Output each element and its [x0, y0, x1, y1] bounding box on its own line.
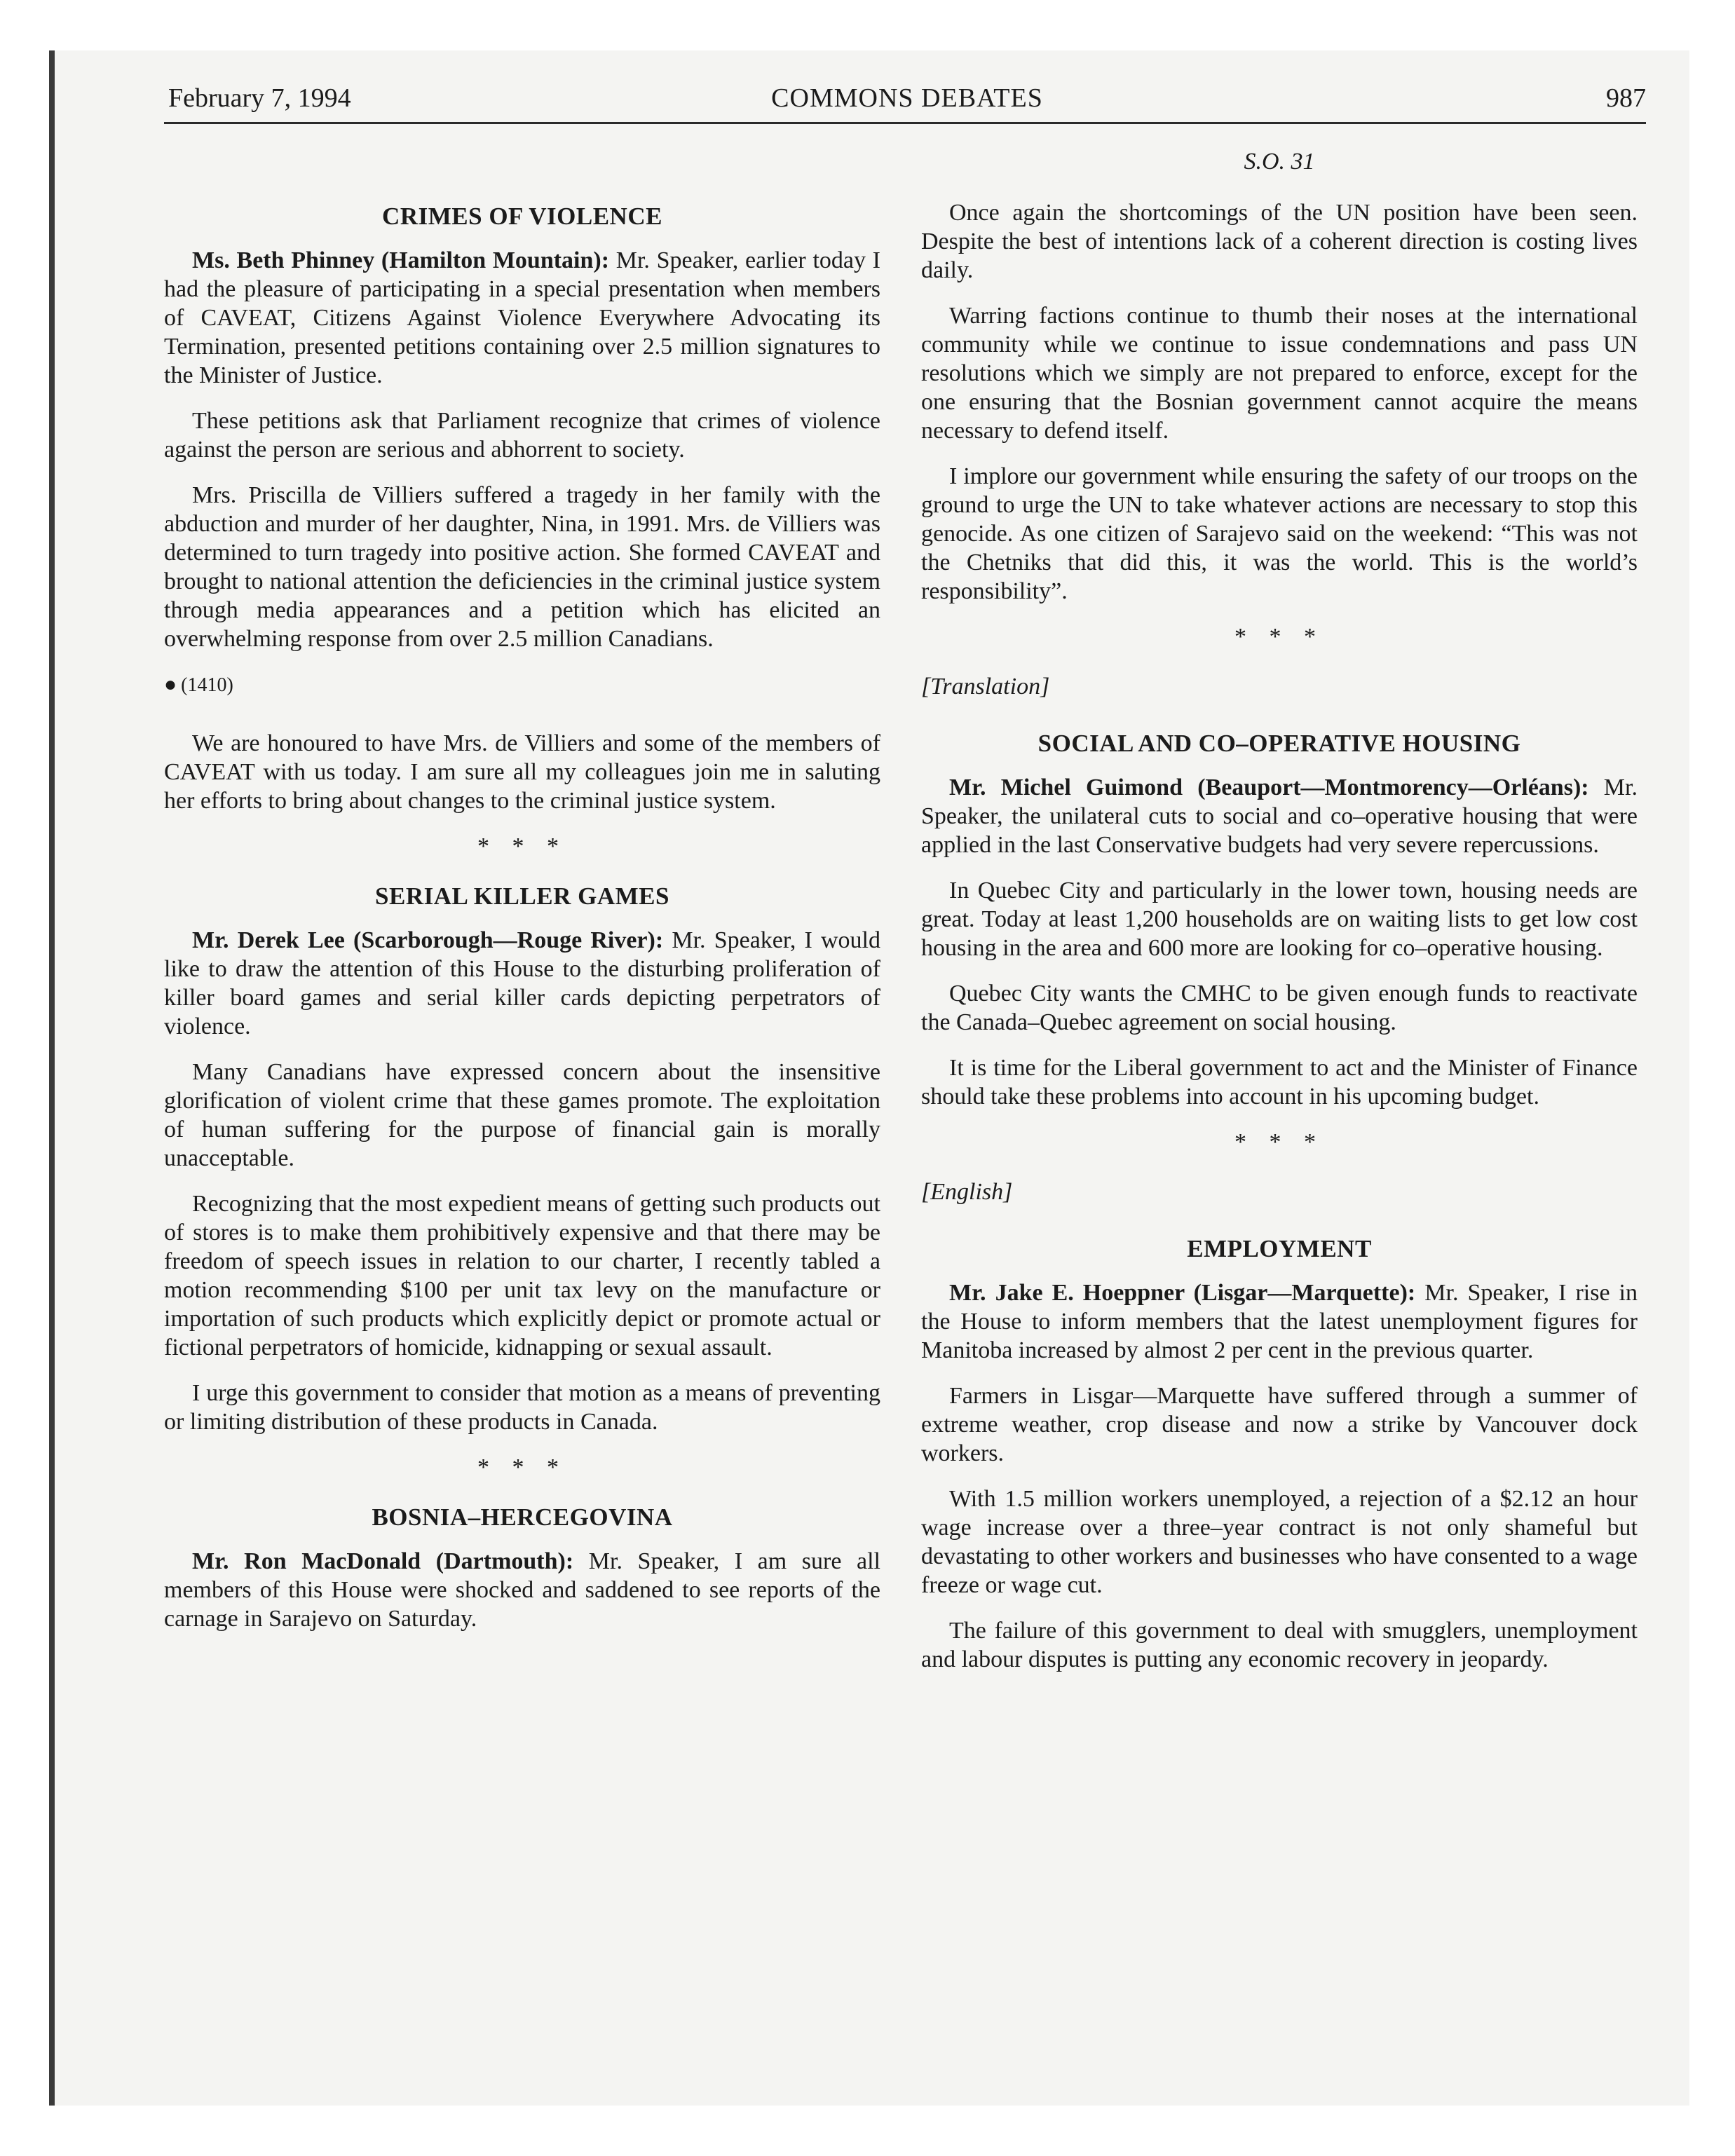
paragraph-text: Mr. Speaker, earlier today I had the pleasure of participating in a special presentation when members of CAVEAT, Citizens Against Violence Everywhere Advocating its Termination, presented petitions containing over 2.5 million signatures to the Minister of Justice.	[164, 247, 880, 388]
paragraph: I urge this government to consider that motion as a means of preventing or limiting distribution of these products in Canada.	[164, 1380, 880, 1435]
section-heading-bosnia: BOSNIA–HERCEGOVINA	[372, 1503, 673, 1531]
paragraph: Mrs. Priscilla de Villiers suffered a tragedy in her family with the abduction and murder of her daughter, Nina, in 1991. Mrs. de Villiers was determined to turn tragedy into positive action. She formed CAVEAT and brought to national attention the deficiencies in the criminal justice system through media appearances and a petition which has elicited an overwhelming response from over 2.5 million Canadians.	[164, 482, 880, 652]
paragraph: Warring factions continue to thumb their noses at the international community while we continue to issue condemnations and pass UN resolutions which we simply are not prepared to enforce, except for the one ensuring that the Bosnian government cannot acquire the means necessary to defend itself.	[921, 303, 1638, 444]
header-rule	[164, 122, 1646, 124]
scan-left-edge	[49, 50, 55, 2106]
paragraph: We are honoured to have Mrs. de Villiers and some of the members of CAVEAT with us today. I am sure all my colleagues join me in saluting her efforts to bring about changes to the criminal justice system.	[164, 730, 880, 814]
section-heading-housing: SOCIAL AND CO–OPERATIVE HOUSING	[1037, 730, 1521, 757]
page-header	[168, 79, 1646, 118]
right-column	[921, 147, 1638, 1691]
time-marker	[164, 670, 880, 700]
paragraph-text: Mr. Speaker, I would like to draw the attention of this House to the disturbing proliferation of killer board games and serial killer cards depicting perpetrators of violence.	[164, 927, 880, 1039]
paragraph: Once again the shortcomings of the UN position have been seen. Despite the best of intentions lack of a coherent direction is costing lives daily.	[921, 200, 1638, 283]
paragraph	[164, 926, 880, 1041]
section-heading-employment: EMPLOYMENT	[1187, 1235, 1372, 1262]
paragraph: Recognizing that the most expedient means of getting such products out of stores is to make them prohibitively expensive and that there may be freedom of speech issues in relation to our charter, I recently tabled a motion recommending $100 per unit tax levy on the manufacture or importation of such products which explicitly depict or promote actual or fictional perpetrators of homicide, kidnapping or sexual assault.	[164, 1191, 880, 1360]
standing-order-label: S.O. 31	[1244, 149, 1315, 175]
language-label-translation: [Translation]	[921, 674, 1050, 700]
paragraph: In Quebec City and particularly in the lower town, housing needs are great. Today at least 1,200 households are on waiting lists to get low cost housing in the area and 600 more are looking for co–operative housing.	[921, 878, 1638, 961]
paragraph	[921, 773, 1638, 859]
section-separator: * * *	[477, 833, 567, 859]
paragraph	[164, 246, 880, 390]
header-date: February 7, 1994	[168, 83, 351, 113]
section-separator: * * *	[1234, 1129, 1324, 1155]
section-separator: * * *	[1234, 624, 1324, 650]
paragraph: It is time for the Liberal government to act and the Minister of Finance should take these problems into account in his upcoming budget.	[921, 1055, 1638, 1110]
section-heading-serial: SERIAL KILLER GAMES	[375, 882, 669, 910]
paragraph: Farmers in Lisgar—Marquette have suffered through a summer of extreme weather, crop disease and now a strike by Vancouver dock workers.	[921, 1383, 1638, 1466]
time-marker-text: (1410)	[181, 674, 233, 696]
paragraph: The failure of this government to deal with smugglers, unemployment and labour disputes is putting any economic recovery in jeopardy.	[921, 1618, 1638, 1672]
header-title: COMMONS DEBATES	[771, 83, 1043, 113]
paragraph	[164, 1547, 880, 1633]
paragraph	[921, 1278, 1638, 1365]
paragraph-text: Mr. Speaker, the unilateral cuts to social and co–operative housing that were applied in the last Conservative budgets had very severe repercussions.	[921, 775, 1638, 858]
speaker-name: Mr. Jake E. Hoeppner (Lisgar—Marquette):	[949, 1280, 1416, 1306]
left-column	[164, 147, 880, 1650]
paragraph-text: Mr. Speaker, I rise in the House to inform members that the latest unemployment figures for Manitoba increased by almost 2 per cent in the previous quarter.	[921, 1280, 1638, 1363]
paragraph-text: Mr. Speaker, I am sure all members of this House were shocked and saddened to see reports of the carnage in Sarajevo on Saturday.	[164, 1548, 881, 1632]
bullet-icon: ●	[164, 673, 177, 696]
paragraph: These petitions ask that Parliament recognize that crimes of violence against the person are serious and abhorrent to society.	[164, 408, 880, 463]
paragraph: I implore our government while ensuring the safety of our troops on the ground to urge the UN to take whatever actions are necessary to stop this genocide. As one citizen of Sarajevo said on the weekend: “This was not the Chetniks that did this, it was the world. This is the world’s responsibility”.	[921, 463, 1638, 604]
speaker-name: Mr. Ron MacDonald (Dartmouth):	[192, 1548, 574, 1574]
paragraph: With 1.5 million workers unemployed, a rejection of a $2.12 an hour wage increase over a three–year contract is not only shameful but devastating to other workers and businesses who have consented to a wage freeze or wage cut.	[921, 1486, 1638, 1598]
section-separator: * * *	[477, 1454, 567, 1480]
speaker-name: Mr. Derek Lee (Scarborough—Rouge River):	[192, 927, 664, 953]
language-label-english: [English]	[921, 1179, 1013, 1205]
speaker-name: Mr. Michel Guimond (Beauport—Montmorency—Orléans):	[949, 775, 1589, 800]
paragraph: Quebec City wants the CMHC to be given enough funds to reactivate the Canada–Quebec agreement on social housing.	[921, 981, 1638, 1035]
header-page-number: 987	[1606, 83, 1646, 113]
section-heading-crimes: CRIMES OF VIOLENCE	[382, 203, 662, 230]
paragraph: Many Canadians have expressed concern about the insensitive glorification of violent crime that these games promote. The exploitation of human suffering for the purpose of financial gain is morally unacceptable.	[164, 1059, 880, 1171]
speaker-name: Ms. Beth Phinney (Hamilton Mountain):	[192, 247, 610, 273]
